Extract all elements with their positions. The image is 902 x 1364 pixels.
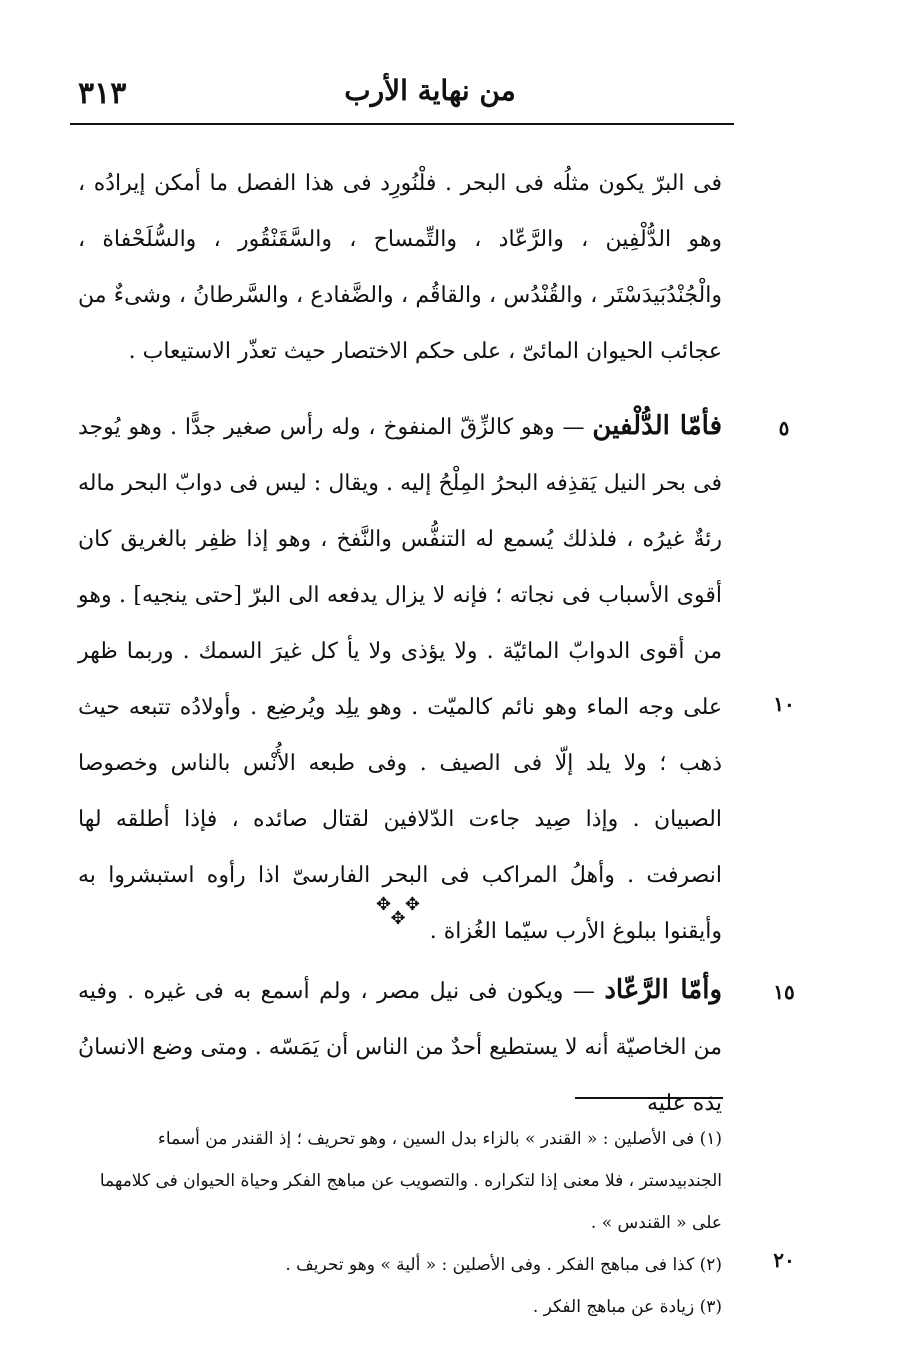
- paragraph-intro: فى البرّ يكون مثلُه فى البحر . فلْنُورِد فى هذا الفصل ما أمكن إيرادُه ، وهو الدُّلْفِين ، والرَّعّاد ، والتِّمساح ، والسَّقَنْقُور ، والسُّلَحْفاة ، والْجُنْدُبَيدَسْتَر ، والقُنْدُس ، والقاقُم ، والضَّفادع ، والسَّرطانُ ، وشىءٌ من عجائب الحيوان المائىّ ، على حكم الاختصار حيث تعذّر الاستيعاب .: [78, 171, 722, 364]
- paragraph-dolphin: [78, 398, 722, 960]
- line-number-10: ١٠: [773, 692, 795, 716]
- line-number-15: ١٥: [773, 980, 795, 1004]
- section-ornament: ✥ ✥ ✥: [376, 894, 424, 929]
- electric-fish-heading: وأمّا الرَّعّاد: [604, 975, 722, 1005]
- page-number: ٣١٣: [78, 76, 127, 111]
- footnote-2: (٢) كذا فى مباهج الفكر . وفى الأصلين : « ألية » وهو تحريف .: [285, 1255, 722, 1275]
- dolphin-text: — وهو كالزِّقّ المنفوخ ، وله رأس صغير جدًّا . وهو يُوجد فى بحر النيل يَقذِفه البحرُ المِلْحُ إليه . ويقال : ليس فى دوابّ البحر ماله رئةٌ غيرُه ، فلذلك يُسمع له التنفُّس والنَّفخ ، وهو إذا ظفِر بالغريق كان أقوى الأسباب فى نجاته ؛ فإنه لا يزال يدفعه الى البرّ [حتى ينجيه] . وهو من أقوى الدوابّ المائيّة . ولا يؤذى ولا يأ كل غيرَ السمك . وربما ظهر على وجه الماء وهو نائم كالميّت . وهو يلِد ويُرضِع . وأولادُه تتبعه حيث ذهب ؛ ولا يلد إلّا فى الصيف . وفى طبعه الأُنْس بالناس وخصوصا الصبيان . وإذا صِيد جاءت الدّلافين لقتال صائده ، فإذا أطلقه لها انصرفت . وأهلُ المراكب فى البحر الفارسىّ اذا رأوه استبشروا به وأيقنوا ببلوغ الأرب سيّما الغُزاة .: [78, 415, 722, 944]
- footnote-1: (١) فى الأصلين : « القندر » بالزاء بدل السين ، وهو تحريف ؛ إذ القندر من أسماء الجندبيدستر ، فلا معنى إذا لتكراره . والتصويب عن مباهج الفكر وحياة الحيوان فى كلامهما على « القندس » .: [99, 1129, 722, 1233]
- footnote-rule: [575, 1097, 723, 1099]
- footnotes: [78, 1118, 722, 1328]
- line-number-5: ٥: [778, 416, 790, 440]
- dolphin-heading: فأمّا الدُّلْفين: [592, 411, 722, 441]
- line-number-20: ٢٠: [773, 1248, 795, 1272]
- paragraph-electric-fish: [78, 962, 722, 1132]
- electric-fish-text: — ويكون فى نيل مصر ، ولم أسمع به فى غيره . وفيه من الخاصيّة أنه لا يستطيع أحدٌ من الناس أن يَمَسّه . ومتى وضع الانسانُ يدَه عليه: [78, 979, 722, 1116]
- footnote-3: (٣) زيادة عن مباهج الفكر .: [532, 1297, 722, 1317]
- header-rule: [70, 123, 734, 125]
- running-header-title: من نهاية الأرب: [344, 74, 516, 107]
